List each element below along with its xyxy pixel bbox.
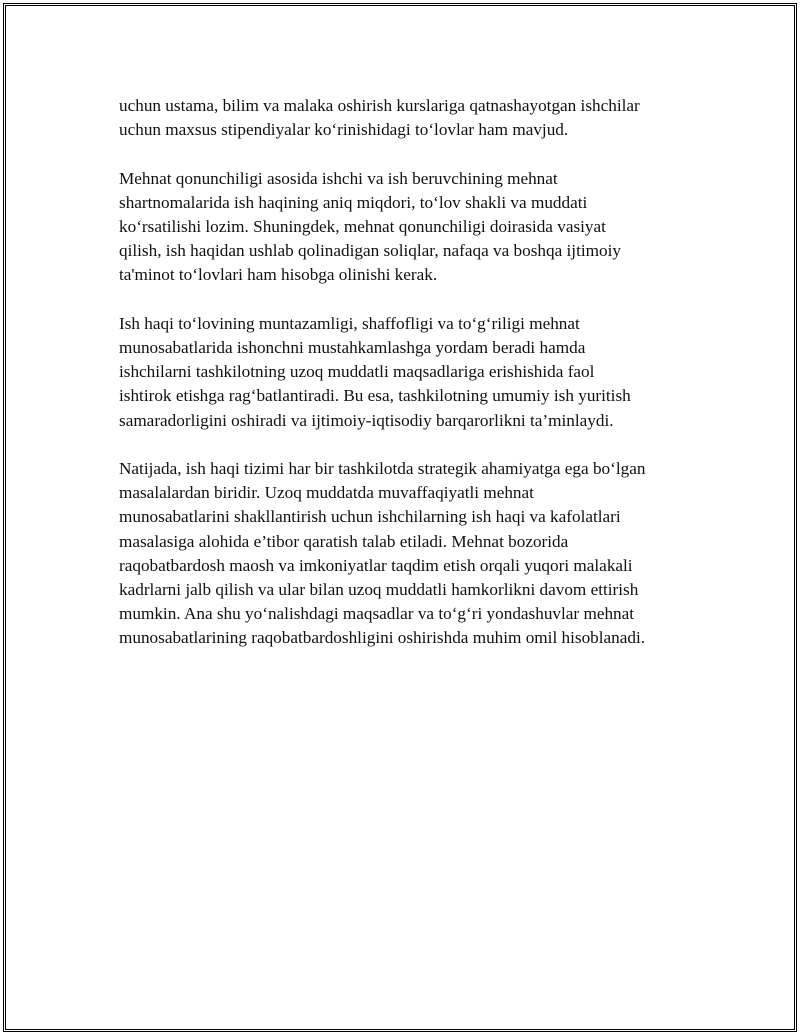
- document-body: [119, 94, 699, 675]
- paragraph-2: Mehnat qonunchiligi asosida ishchi va ish beruvchining mehnat shartnomalarida ish haqining aniq miqdori, to‘lov shakli va muddati ko‘rsatilishi lozim. Shuningdek, mehnat qonunchiligi doirasida vasiyat qilish, ish haqidan ushlab qolinadigan soliqlar, nafaqa va boshqa ijtimoiy ta'minot to‘lovlari ham hisobga olinishi kerak.: [119, 168, 621, 285]
- paragraph-1: uchun ustama, bilim va malaka oshirish kurslariga qatnashayotgan ishchilar uchun maxsus stipendiyalar ko‘rinishidagi to‘lovlar ham mavjud.: [119, 96, 640, 140]
- paragraph-3: Ish haqi to‘lovining muntazamligi, shaffofligi va to‘g‘riligi mehnat munosabatlarida ishonchni mustahkamlashga yordam beradi hamda ishchilarni tashkilotning uzoq muddatli maqsadlariga erishishida faol ishtirok etishga rag‘batlantiradi. Bu esa, tashkilotning umumiy ish yuritish samaradorligini oshiradi va ijtimoiy-iqtisodiy barqarorlikni ta’minlaydi.: [119, 313, 631, 430]
- paragraph-4: Natijada, ish haqi tizimi har bir tashkilotda strategik ahamiyatga ega bo‘lgan masalalardan biridir. Uzoq muddatda muvaffaqiyatli mehnat munosabatlarini shakllantirish uchun ishchilarning ish haqi va kafolatlari masalasiga alohida e’tibor qaratish talab etiladi. Mehnat bozorida raqobatbardosh maosh va imkoniyatlar taqdim etish orqali yuqori malakali kadrlarni jalb qilish va ular bilan uzoq muddatli hamkorlikni davom ettirish mumkin. Ana shu yo‘nalishdagi maqsadlar va to‘g‘ri yondashuvlar mehnat munosabatlarining raqobatbardoshligini oshirishda muhim omil hisoblanadi.: [119, 459, 646, 648]
